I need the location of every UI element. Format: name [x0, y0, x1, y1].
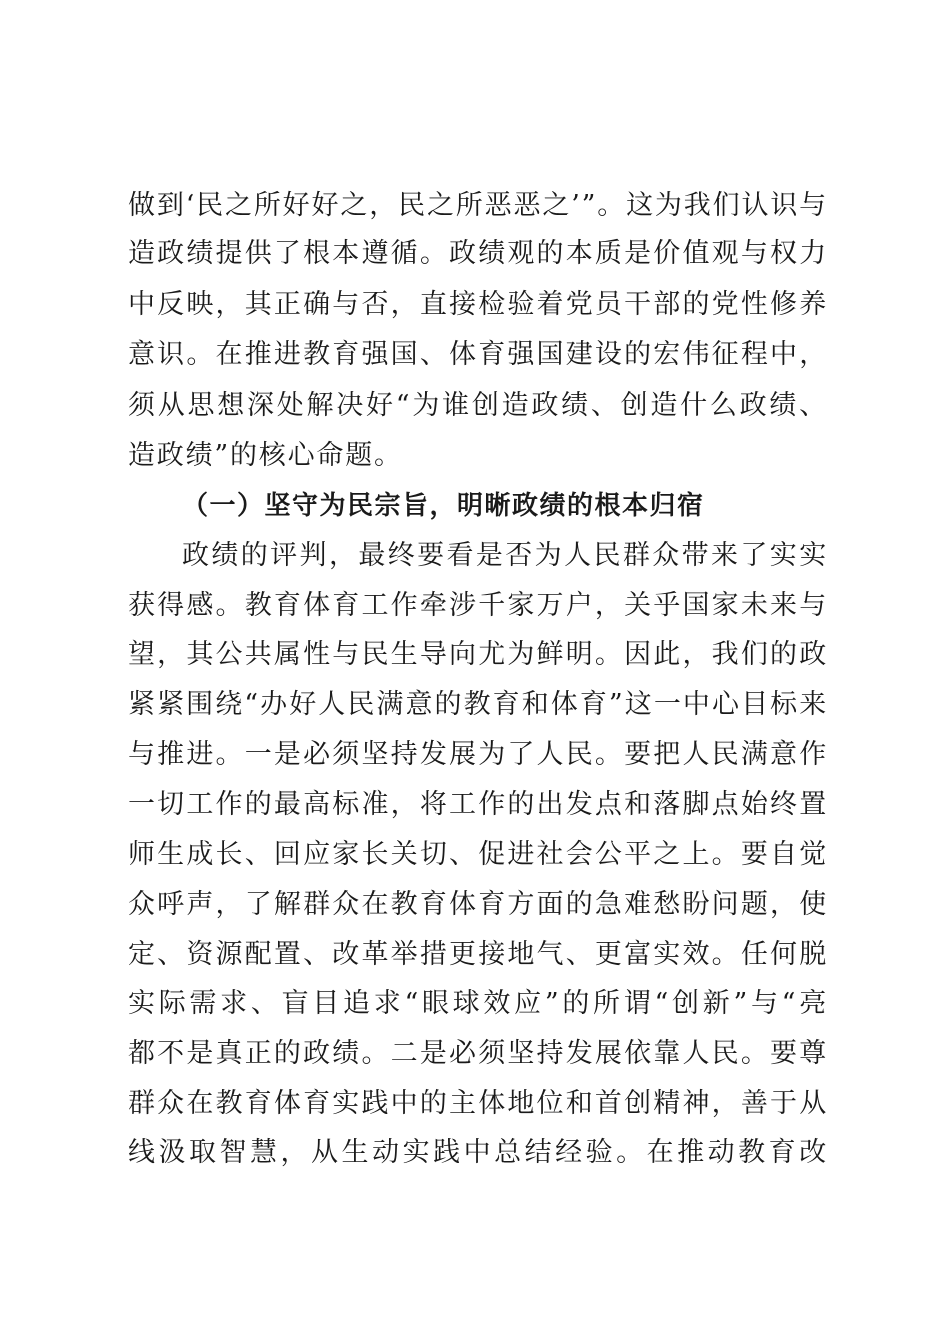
paragraph-line: 获得感。教育体育工作牵涉千家万户，关乎国家未来与 — [128, 590, 828, 621]
paragraph-line: 线汲取智慧，从生动实践中总结经验。在推动教育改 — [128, 1137, 828, 1168]
paragraph-line: 一切工作的最高标准，将工作的出发点和落脚点始终置 — [128, 789, 828, 820]
paragraph-line: 师生成长、回应家长关切、促进社会公平之上。要自觉 — [128, 839, 828, 870]
paragraph-line: 须从思想深处解决好“为谁创造政绩、创造什么政绩、 — [128, 390, 828, 421]
paragraph-line: 做到‘民之所好好之，民之所恶恶之’”。这为我们认识与 — [128, 190, 828, 221]
paragraph-line: 政绩的评判，最终要看是否为人民群众带来了实实 — [182, 540, 828, 571]
paragraph-line: 与推进。一是必须坚持发展为了人民。要把人民满意作 — [128, 739, 828, 770]
paragraph-line: 群众在教育体育实践中的主体地位和首创精神，善于从 — [128, 1088, 828, 1119]
paragraph-line: 实际需求、盲目追求“眼球效应”的所谓“创新”与“亮 — [128, 988, 828, 1019]
paragraph-line: 众呼声，了解群众在教育体育方面的急难愁盼问题，使 — [128, 889, 828, 920]
paragraph-line: 意识。在推进教育强国、体育强国建设的宏伟征程中， — [128, 339, 828, 370]
paragraph-line: 定、资源配置、改革举措更接地气、更富实效。任何脱 — [128, 939, 828, 970]
paragraph-line: 都不是真正的政绩。二是必须坚持发展依靠人民。要尊 — [128, 1038, 828, 1069]
paragraph-line: 中反映，其正确与否，直接检验着党员干部的党性修养 — [128, 289, 828, 320]
section-heading: （一）坚守为民宗旨，明晰政绩的根本归宿 — [182, 491, 705, 521]
paragraph-line: 造政绩”的核心命题。 — [128, 440, 403, 471]
paragraph-line: 紧紧围绕“办好人民满意的教育和体育”这一中心目标来 — [128, 689, 828, 720]
paragraph-line: 造政绩提供了根本遵循。政绩观的本质是价值观与权力 — [128, 238, 828, 269]
paragraph-line: 望，其公共属性与民生导向尤为鲜明。因此，我们的政 — [128, 639, 828, 670]
